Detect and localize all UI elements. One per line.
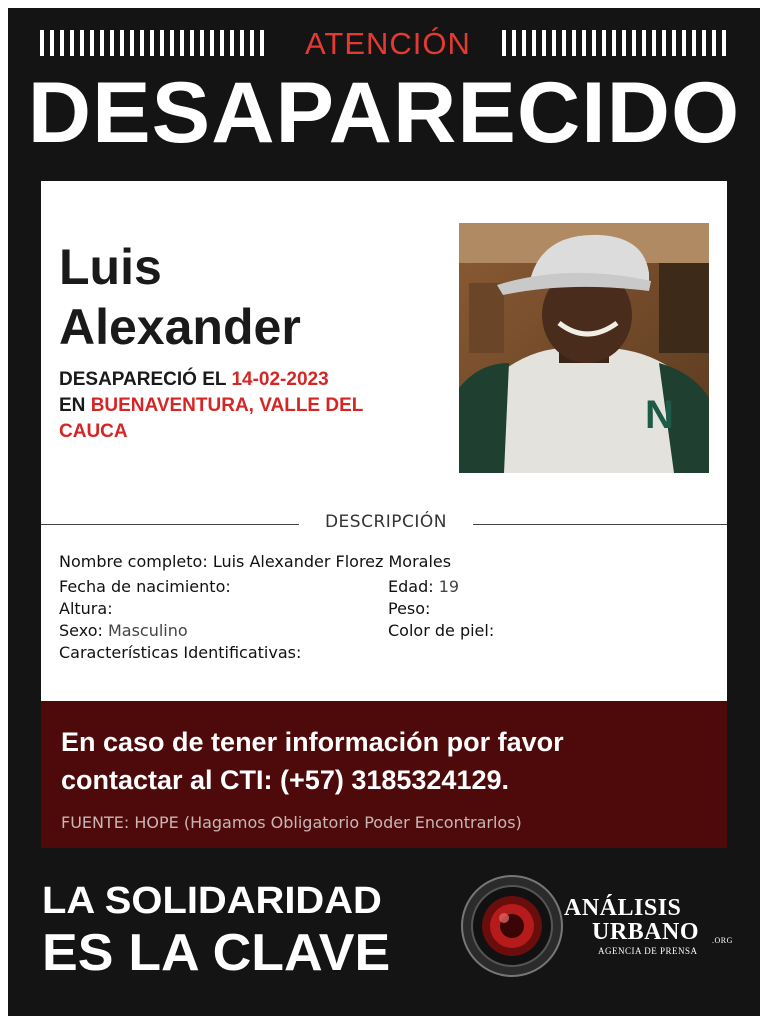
description-heading [41,509,727,539]
decorative-bars-left [40,30,270,56]
contact-line2: contactar al CTI: (+57) 3185324129. [61,765,509,795]
age-label: Edad: [388,577,434,596]
field-weight [388,599,430,618]
logo-line2: URBANO [592,919,700,945]
camera-lens-icon [460,874,564,978]
person-name [59,237,439,357]
svg-text:N: N [645,393,674,437]
divider-right [473,524,727,525]
sex-value: Masculino [107,621,188,640]
full-name-value: Luis Alexander Florez Morales [212,552,452,571]
weight-label: Peso: [388,599,431,618]
field-skin-color [388,621,494,640]
missing-date: 14-02-2023 [231,369,329,390]
info-card [41,181,727,701]
source-credit: FUENTE: HOPE (Hagamos Obligatorio Poder Encontrarlos) [61,813,522,832]
location-line1: BUENAVENTURA, VALLE DEL [90,395,364,416]
name-first: Luis [59,239,162,295]
divider-left [41,524,299,525]
person-photo [459,223,709,473]
slogan-line1: LA SOLIDARIDAD [42,880,382,922]
height-label: Altura: [59,599,113,618]
logo-wordmark [564,895,733,956]
logo-line1: ANÁLISIS [564,895,682,921]
age-value: 19 [438,577,460,596]
contact-message [61,723,711,799]
sex-label: Sexo: [59,621,103,640]
publisher-logo [460,874,750,984]
poster-title: DESAPARECIDO [27,65,741,161]
field-height [59,599,113,618]
name-second: Alexander [59,299,301,355]
decorative-bars-right [502,30,730,56]
birth-label: Fecha de nacimiento: [59,577,231,596]
field-sex [59,621,188,640]
field-age [388,577,459,596]
contact-band [41,701,727,848]
field-birth-date [59,577,231,596]
location-line2: CAUCA [59,421,128,442]
attention-banner [8,22,760,62]
missing-prefix: DESAPARECIÓ EL [59,369,227,390]
missing-details [59,367,439,445]
attention-label: ATENCIÓN [305,26,471,61]
slogan [42,878,422,982]
full-name-label: Nombre completo: [59,552,208,571]
contact-line1: En caso de tener información por favor [61,727,564,757]
logo-org: .ORG [712,936,733,945]
description-title: DESCRIPCIÓN [324,512,448,532]
features-label: Características Identificativas: [59,643,302,662]
slogan-line2: ES LA CLAVE [42,924,391,982]
location-prefix: EN [59,395,86,416]
missing-person-poster [8,8,760,1016]
skin-label: Color de piel: [388,621,495,640]
field-features [59,643,301,662]
logo-tagline: AGENCIA DE PRENSA [598,946,698,956]
field-full-name [59,552,451,571]
